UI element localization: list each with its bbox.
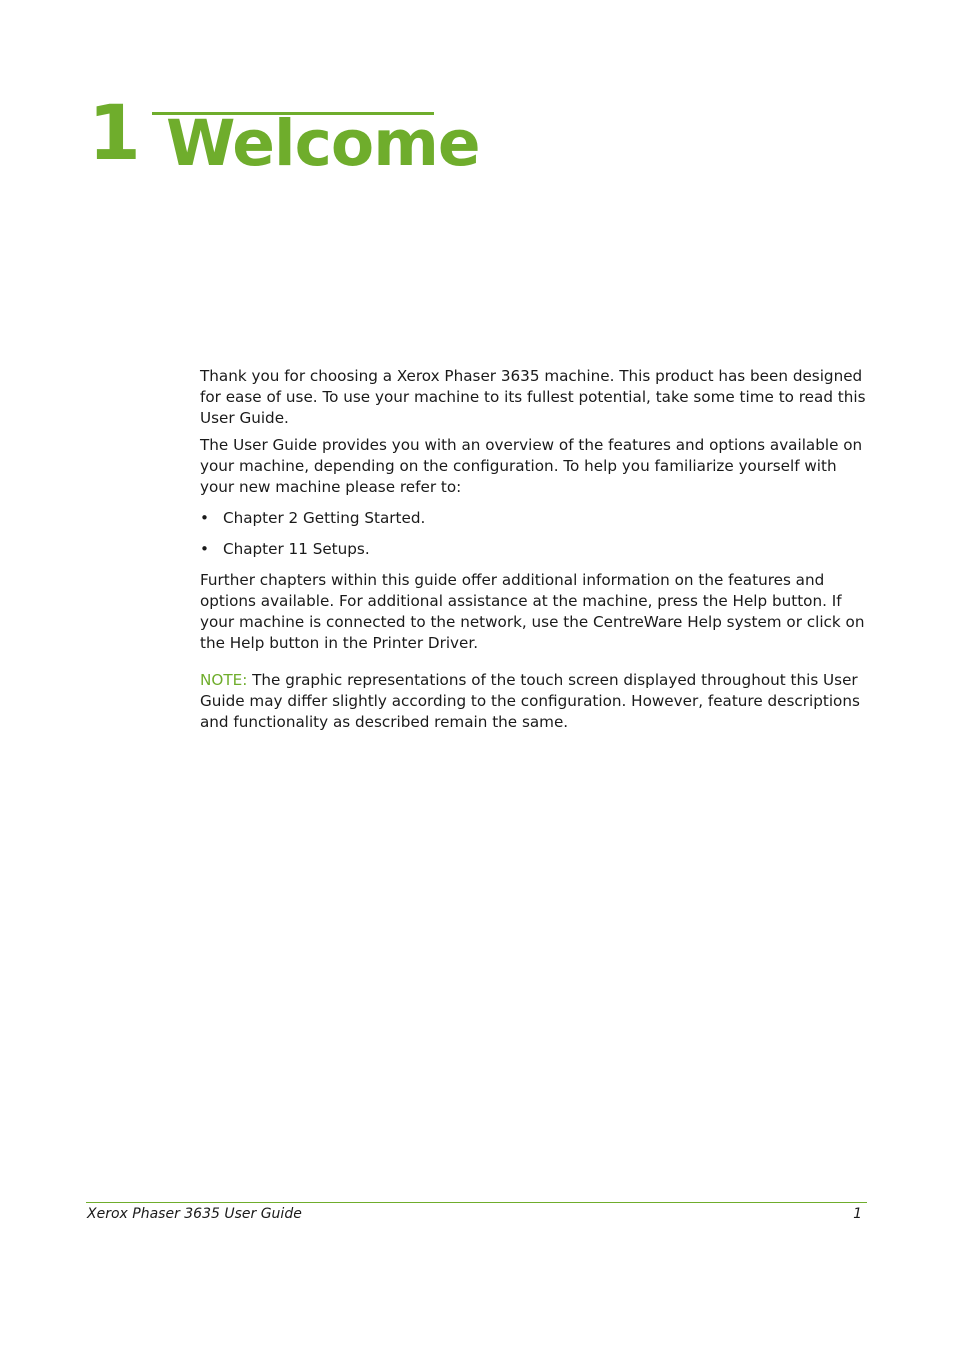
chapter-title: Welcome	[166, 107, 480, 180]
list-item	[200, 508, 866, 529]
overview-paragraph: The User Guide provides you with an overview of the features and options available on your machine, depending on the configuration. To help you familiarize yourself with your new machine please refer to:	[200, 436, 863, 496]
chapter-reference-list	[200, 508, 866, 560]
list-item-text: Chapter 11 Setups.	[223, 540, 370, 558]
bullet-icon: •	[200, 540, 209, 558]
page-number: 1	[853, 1206, 862, 1222]
intro-paragraph: Thank you for choosing a Xerox Phaser 3635 machine. This product has been designed for ease of use. To use your machine to its fullest potential, take some time to read this User Guide.	[200, 367, 866, 427]
footer-rule	[86, 1202, 867, 1203]
note-text: The graphic representations of the touch screen displayed throughout this User Guide may differ slightly according to the configuration. However, feature descriptions and functionality as described remain the same.	[200, 671, 860, 731]
list-item-text: Chapter 2 Getting Started.	[223, 509, 426, 527]
closing-paragraph: Further chapters within this guide offer additional information on the features and options available. For additional assistance at the machine, press the Help button. If your machine is connected to the network, use the CentreWare Help system or click on the Help button in the Printer Driver.	[200, 571, 865, 652]
list-item	[200, 539, 866, 560]
note-label: NOTE:	[200, 671, 248, 689]
footer-title: Xerox Phaser 3635 User Guide	[87, 1206, 302, 1222]
note-paragraph	[200, 670, 866, 733]
bullet-icon: •	[200, 509, 209, 527]
chapter-number: 1	[88, 88, 139, 177]
body-text	[200, 366, 866, 739]
